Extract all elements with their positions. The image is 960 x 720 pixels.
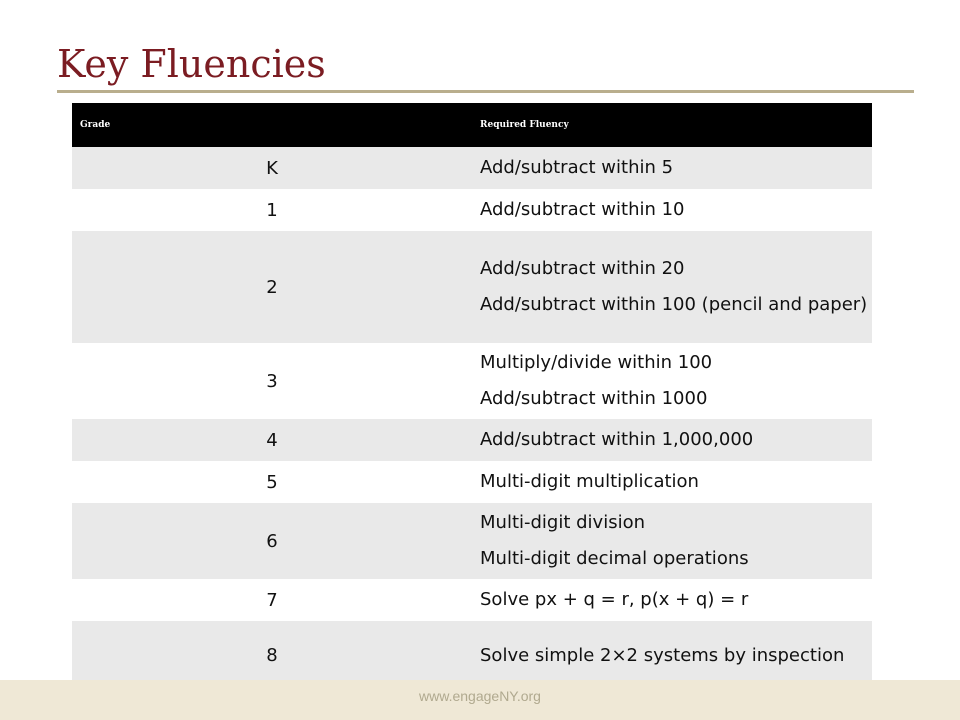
fluency-cell	[472, 579, 872, 621]
fluency-line: Solve px + q = r, p(x + q) = r	[480, 589, 749, 610]
grade-cell: 2	[72, 231, 472, 343]
grade-cell: K	[72, 147, 472, 189]
fluency-line: Add/subtract within 10	[480, 199, 685, 220]
fluency-cell	[472, 343, 872, 419]
fluency-line: Multiply/divide within 100	[480, 352, 713, 373]
fluency-cell	[472, 189, 872, 231]
fluency-line: Multi-digit division	[480, 512, 646, 533]
fluency-line: Add/subtract within 100 (pencil and paper)	[480, 294, 868, 315]
fluency-cell	[472, 147, 872, 189]
title-underline	[57, 90, 914, 93]
table-row	[72, 147, 872, 189]
grade-cell: 7	[72, 579, 472, 621]
fluency-line: Add/subtract within 1,000,000	[480, 429, 754, 450]
grade-cell: 3	[72, 343, 472, 419]
fluency-cell	[472, 419, 872, 461]
fluency-line: Multi-digit decimal operations	[480, 548, 749, 569]
key-fluencies-table	[72, 103, 872, 692]
slide-title: Key Fluencies	[57, 42, 326, 86]
fluency-line: Add/subtract within 20	[480, 258, 685, 279]
grade-cell: 6	[72, 503, 472, 579]
table-header-row	[72, 103, 872, 147]
fluency-line: Multi-digit multiplication	[480, 471, 699, 492]
table-row	[72, 579, 872, 621]
fluency-line: Add/subtract within 5	[480, 157, 674, 178]
header-grade: Grade	[72, 103, 472, 147]
table-row	[72, 343, 872, 419]
header-required-fluency: Required Fluency	[472, 103, 872, 147]
fluency-line: Add/subtract within 1000	[480, 388, 708, 409]
table-row	[72, 231, 872, 343]
grade-cell: 5	[72, 461, 472, 503]
grade-cell: 8	[72, 621, 472, 691]
grade-cell: 4	[72, 419, 472, 461]
fluency-line: Solve simple 2×2 systems by inspection	[480, 644, 845, 666]
table-row	[72, 461, 872, 503]
grade-cell: 1	[72, 189, 472, 231]
table-row	[72, 503, 872, 579]
fluency-cell	[472, 231, 872, 343]
fluency-cell	[472, 503, 872, 579]
table-row	[72, 189, 872, 231]
footer-url: www.engageNY.org	[419, 688, 541, 704]
table-row	[72, 419, 872, 461]
fluency-cell	[472, 461, 872, 503]
